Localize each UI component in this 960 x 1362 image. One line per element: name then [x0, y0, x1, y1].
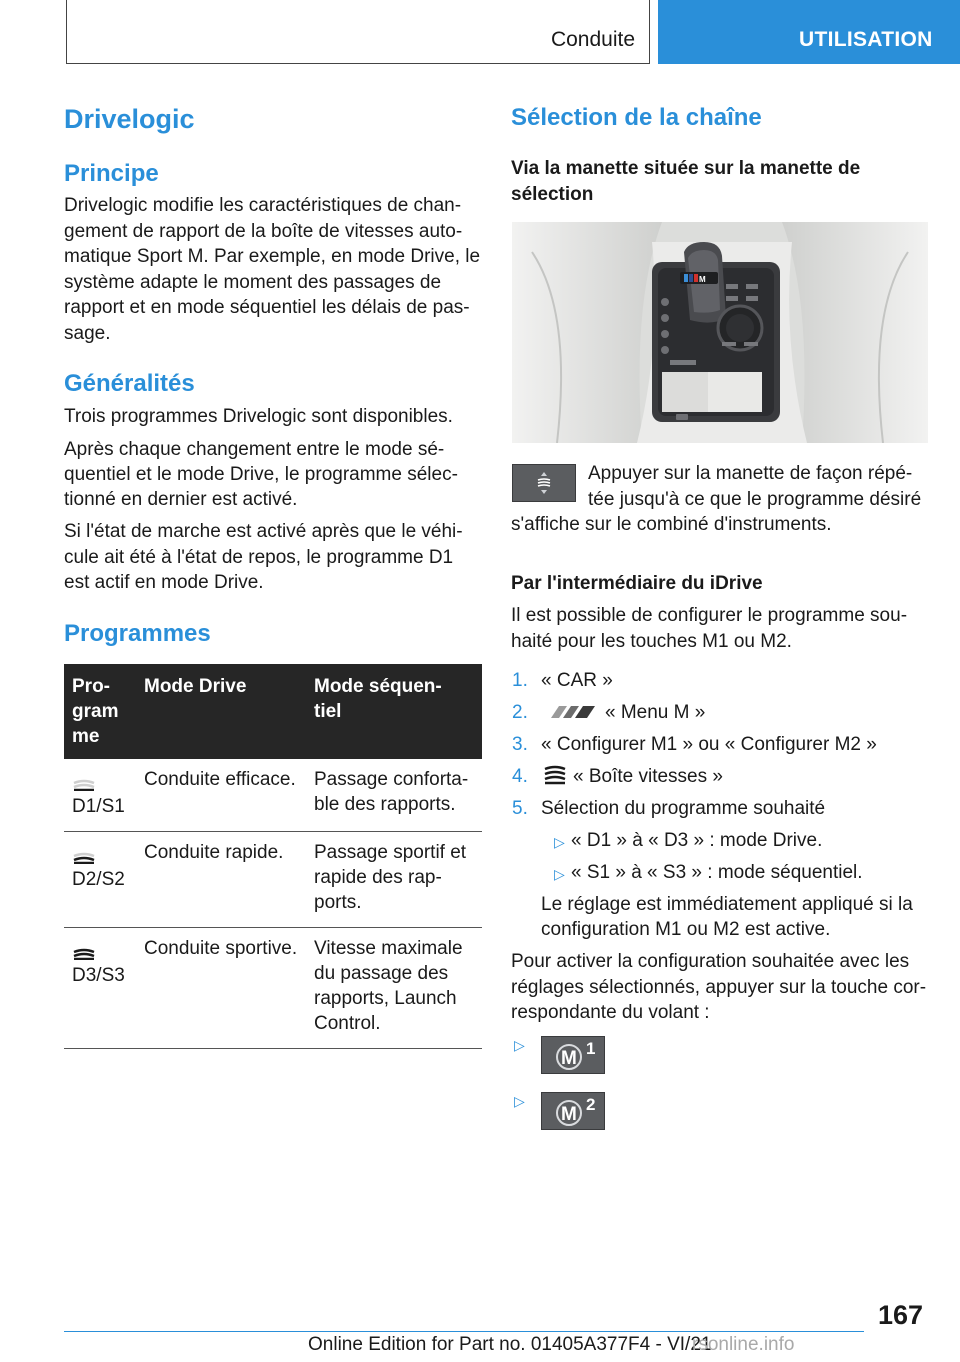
- principe-line-1: Drivelogic modifie les caractéristiques de chan-: [64, 195, 462, 216]
- sequential-cell: Passage conforta- ble des rapports.: [306, 759, 482, 832]
- note-line-2: configuration M1 ou M2 est active.: [541, 919, 831, 940]
- sub-heading-idrive: Par l'intermédiaire du iDrive: [511, 573, 763, 594]
- header-chapter-tab: [658, 0, 960, 64]
- header-section-title: Conduite: [550, 28, 635, 51]
- center-console-illustration: [512, 222, 928, 443]
- step-text-3: « Configurer M1 » ou « Configurer M2 »: [541, 734, 877, 755]
- footer-edition: Online Edition for Part no. 01405A377F4 - VI/21: [308, 1334, 712, 1355]
- generalites-line-4: tionné en dernier est activé.: [64, 489, 298, 510]
- generalites-line-7: est actif en mode Drive.: [64, 572, 264, 593]
- gear-level-3-icon: [72, 938, 96, 960]
- m2-label: M: [561, 1104, 577, 1125]
- m1-sup: 1: [586, 1039, 596, 1058]
- principe-line-6: sage.: [64, 323, 111, 344]
- gear-selector-icon-box: [512, 464, 576, 502]
- footer-divider: [64, 1331, 864, 1332]
- step-number-4: 4.: [512, 766, 528, 787]
- drive-cell: Conduite sportive.: [136, 928, 306, 1049]
- bullet-triangle-icon: ▷: [554, 834, 565, 850]
- bullet-triangle-icon: ▷: [514, 1093, 525, 1109]
- bullet-triangle-icon: ▷: [554, 866, 565, 882]
- program-cell: D3/S3: [64, 928, 136, 1049]
- programs-table: [64, 664, 482, 1049]
- bullet-triangle-icon: ▷: [514, 1037, 525, 1053]
- generalites-heading: Généralités: [64, 370, 195, 397]
- sub-heading-selector-2: sélection: [511, 184, 594, 205]
- step-number-2: 2.: [512, 702, 528, 723]
- sub-heading-selector-1: Via la manette située sur la manette de: [511, 158, 861, 179]
- principe-heading: Principe: [64, 160, 159, 187]
- press-line-1: Appuyer sur la manette de façon répé-: [588, 463, 913, 484]
- step-text-5: Sélection du programme souhaité: [541, 798, 826, 819]
- generalites-line-2: Après chaque changement entre le mode sé-: [64, 439, 445, 460]
- header-chapter-label: UTILISATION: [799, 28, 933, 51]
- gearbox-icon: [543, 763, 567, 785]
- activate-line-1: Pour activer la configuration souhaitée avec les: [511, 951, 910, 972]
- activate-line-3: respondante du volant :: [511, 1002, 710, 1023]
- bullet-text-drive: « D1 » à « D3 » : mode Drive.: [571, 830, 823, 851]
- sequential-cell: Vitesse maximale du passage des rapports, Launch Control.: [306, 928, 482, 1049]
- step-text-2: « Menu M »: [605, 702, 706, 723]
- steering-m2-button: [541, 1092, 605, 1130]
- m1-button-icon: [542, 1037, 604, 1073]
- footer-watermark: rsonline.info: [692, 1334, 795, 1355]
- press-line-3: s'affiche sur le combiné d'instruments.: [511, 514, 832, 535]
- page-title: Drivelogic: [64, 104, 195, 134]
- header-section-box: [66, 0, 650, 64]
- m2-sup: 2: [586, 1095, 596, 1114]
- press-line-2: tée jusqu'à ce que le programme désiré: [588, 489, 922, 510]
- sequential-cell: Passage sportif et rapide des rap- ports.: [306, 832, 482, 928]
- table-row: [64, 759, 482, 832]
- col-header-program: Pro- gram me: [64, 664, 136, 759]
- step-text-1: « CAR »: [541, 670, 613, 691]
- step-text-4: « Boîte vitesses »: [573, 766, 723, 787]
- m1-label: M: [561, 1048, 577, 1069]
- activate-line-2: réglages sélectionnés, appuyer sur la touche cor-: [511, 977, 927, 998]
- section-title-drivetrain: Sélection de la chaîne: [511, 104, 762, 131]
- col-header-drive: Mode Drive: [136, 664, 306, 759]
- steering-m1-button: [541, 1036, 605, 1074]
- gear-level-2-icon: [72, 842, 96, 864]
- program-cell: D2/S2: [64, 832, 136, 928]
- step-number-1: 1.: [512, 670, 528, 691]
- programmes-heading: Programmes: [64, 620, 211, 647]
- drive-cell: Conduite efficace.: [136, 759, 306, 832]
- generalites-line-1: Trois programmes Drivelogic sont disponibles.: [64, 406, 453, 427]
- generalites-line-3: quentiel et le mode Drive, le programme sélec-: [64, 464, 458, 485]
- generalites-line-6: cule ait été à l'état de repos, le programme D1: [64, 547, 454, 568]
- idrive-line-2: haité pour les touches M1 ou M2.: [511, 631, 792, 652]
- m2-button-icon: [542, 1093, 604, 1129]
- principe-line-5: rapport et en mode séquentiel les délais de pas-: [64, 297, 470, 318]
- gear-level-1-icon: [72, 769, 96, 791]
- note-line-1: Le réglage est immédiatement appliqué si la: [541, 894, 913, 915]
- drive-cell: Conduite rapide.: [136, 832, 306, 928]
- generalites-line-5: Si l'état de marche est activé après que le véhi-: [64, 521, 463, 542]
- principe-line-2: gement de rapport de la boîte de vitesses auto-: [64, 221, 463, 242]
- principe-line-3: matique Sport M. Par exemple, en mode Drive, le: [64, 246, 481, 267]
- bullet-text-sequential: « S1 » à « S3 » : mode séquentiel.: [571, 862, 863, 883]
- table-row: [64, 928, 482, 1049]
- idrive-line-1: Il est possible de configurer le programme sou-: [511, 605, 908, 626]
- table-header-row: [64, 664, 482, 759]
- step-number-5: 5.: [512, 798, 528, 819]
- program-cell: D1/S1: [64, 759, 136, 832]
- m-stripes-icon: [547, 704, 597, 720]
- principe-line-4: système adapte le moment des passages de: [64, 272, 442, 293]
- center-console-photo: [512, 222, 928, 443]
- col-header-sequential: Mode séquen- tiel: [306, 664, 482, 759]
- table-row: [64, 832, 482, 928]
- page-number: 167: [878, 1300, 924, 1330]
- photo-m-badge: M: [699, 275, 706, 284]
- gear-selector-rocker-icon: [513, 465, 575, 501]
- step-number-3: 3.: [512, 734, 528, 755]
